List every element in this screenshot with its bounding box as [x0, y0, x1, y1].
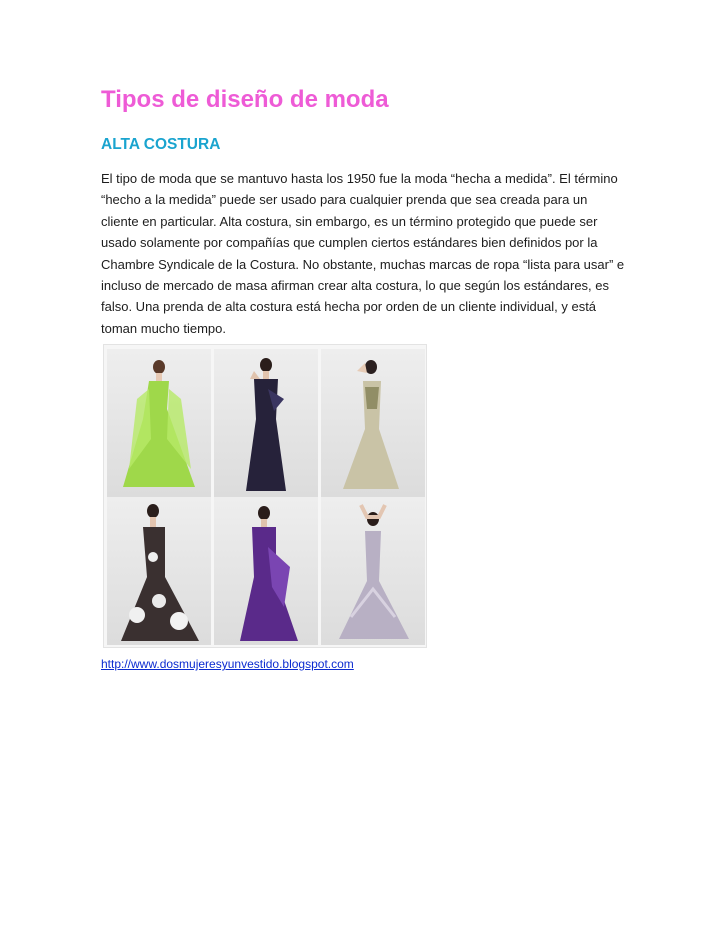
- paragraph-line: toman mucho tiempo.: [101, 320, 227, 336]
- photo-floral-gown: [107, 497, 211, 645]
- source-link[interactable]: http://www.dosmujeresyunvestido.blogspot.com: [101, 657, 354, 671]
- paragraph-line: falso. Una prenda de alta costura está hecha por orden de un cliente individual, y está: [101, 299, 597, 315]
- photo-lavender-gown: [321, 497, 425, 645]
- paragraph-line: “hecho a la medida” puede ser usado para cualquier prenda que sea creada para un: [101, 192, 588, 208]
- paragraph-line: incluso de mercado de masa afirman crear alta costura, lo que según los estándares, es: [101, 278, 609, 294]
- paragraph-line: cliente en particular. Alta costura, sin embargo, es un término protegido que puede ser: [101, 213, 598, 229]
- paragraph-line: usado solamente por compañías que cumplen ciertos estándares bien definidos por la: [101, 235, 598, 251]
- photo-black-gown: [214, 349, 318, 497]
- page-title: Tipos de diseño de moda: [101, 86, 389, 113]
- paragraph-line: Chambre Syndicale de la Costura. No obstante, muchas marcas de ropa “lista para usar” e: [101, 256, 625, 272]
- photo-champagne-gown: [321, 349, 425, 497]
- paragraph-line: El tipo de moda que se mantuvo hasta los 1950 fue la moda “hecha a medida”. El término: [101, 171, 618, 186]
- body-paragraph: [101, 168, 641, 339]
- section-heading: ALTA COSTURA: [101, 136, 221, 153]
- photo-purple-gown: [214, 497, 318, 645]
- fashion-photo-collage: [103, 344, 427, 648]
- photo-green-gown: [107, 349, 211, 497]
